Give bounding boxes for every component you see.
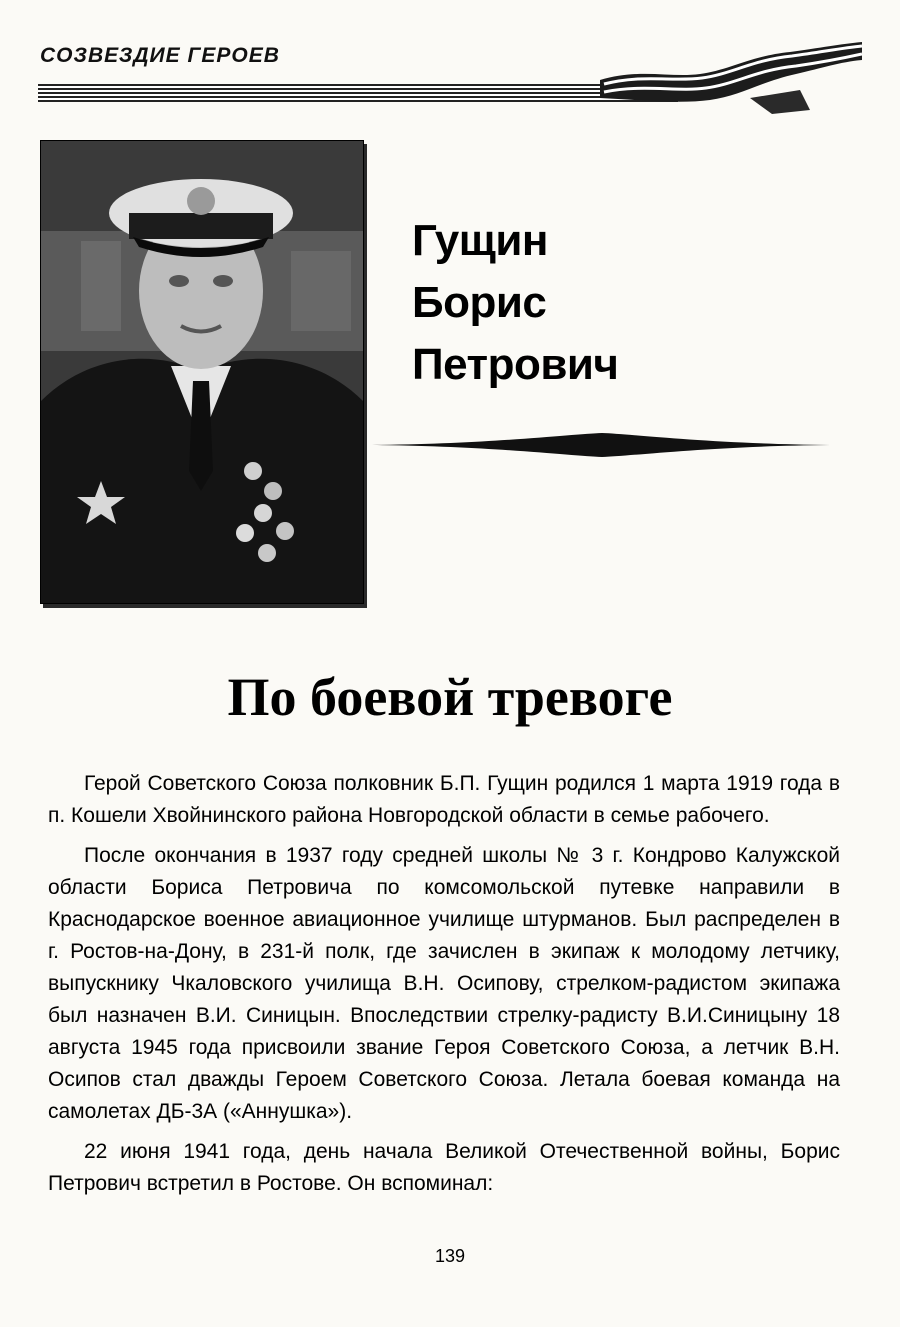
- paragraph: После окончания в 1937 году средней школы № 3 г. Кондрово Калужской области Бориса Петровича по комсомольской путевке направили в Краснодарское военное авиационное училище штурманов. Был распределен в г. Ростов-на-Дону, в 231-й полк, где зачислен в экипаж к молодому летчику, выпускнику Чкаловского училища В.Н. Осипову, стрелком-радистом экипажа был назначен В.И. Синицын. Впоследствии стрелку-радисту В.И.Синицыну 18 августа 1945 года присвоили звание Героя Советского Союза, а летчик В.Н. Осипов стал дважды Героем Советского Союза. Летала боевая команда на самолетах ДБ-3А («Аннушка»).: [48, 844, 840, 1123]
- page-number: 139: [434, 1246, 466, 1266]
- decorative-divider: [372, 432, 830, 458]
- hero-first-name: Борис: [412, 278, 547, 327]
- header-rule: [38, 84, 678, 102]
- portrait-photo-icon: [41, 141, 363, 603]
- hero-patronymic: Петрович: [412, 340, 619, 389]
- hero-name: [412, 210, 618, 396]
- running-title: СОЗВЕЗДИЕ ГЕРОЕВ: [40, 44, 280, 67]
- section-title: По боевой тревоге: [227, 667, 673, 727]
- hero-surname: Гущин: [412, 216, 548, 265]
- paragraph: Герой Советского Союза полковник Б.П. Гущин родился 1 марта 1919 года в п. Кошели Хвойнинского района Новгородской области в семье рабочего.: [48, 772, 840, 827]
- article-body: [48, 768, 840, 1208]
- paragraph: 22 июня 1941 года, день начала Великой Отечественной войны, Борис Петрович встретил в Ростове. Он вспоминал:: [48, 1140, 840, 1195]
- ribbon-icon: [600, 38, 862, 116]
- portrait-photo: [40, 140, 364, 604]
